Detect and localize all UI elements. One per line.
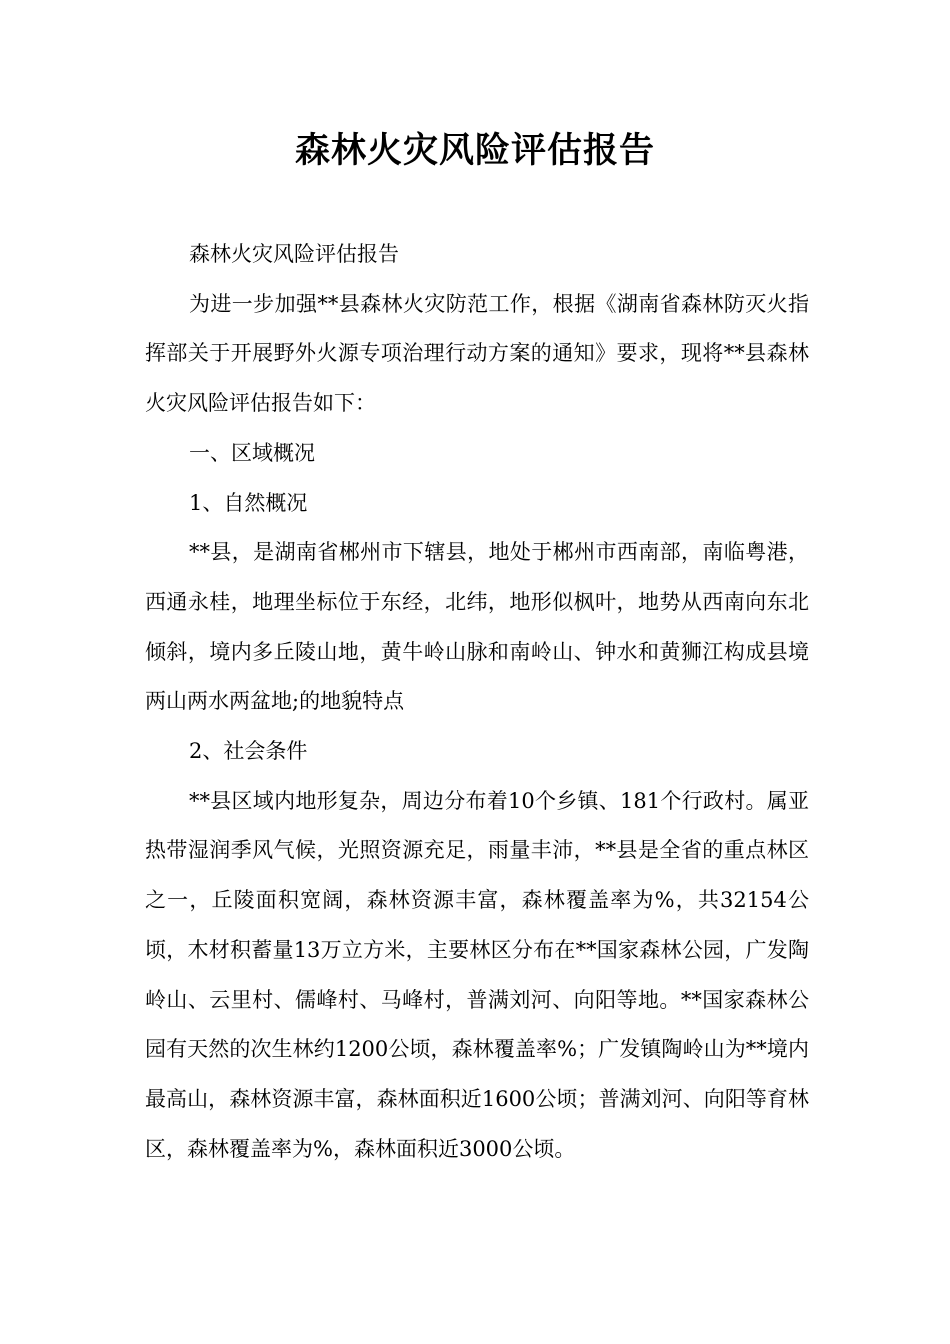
document-body <box>145 230 809 1174</box>
document-title: 森林火灾风险评估报告 <box>294 131 655 171</box>
section-heading-region-overview: 一、区域概况 <box>189 440 315 465</box>
subsection-heading-social-conditions: 2、社会条件 <box>189 739 308 764</box>
natural-overview-paragraph: **县，是湖南省郴州市下辖县，地处于郴州市西南部，南临粤港，西通永桂，地理坐标位于东经，北纬，地形似枫叶，地势从西南向东北倾斜，境内多丘陵山地，黄牛岭山脉和南岭山、钟水和黄狮江构成县境两山两水两盆地;的地貌特点 <box>145 540 809 714</box>
subtitle-paragraph: 森林火灾风险评估报告 <box>189 242 399 266</box>
social-conditions-paragraph: **县区域内地形复杂，周边分布着10个乡镇、181个行政村。属亚热带湿润季风气候，光照资源充足，雨量丰沛，**县是全省的重点林区之一，丘陵面积宽阔，森林资源丰富，森林覆盖率为%，共32154公顷，木材积蓄量13万立方米，主要林区分布在**国家森林公园，广发陶岭山、云里村、儒峰村、马峰村，普满刘河、向阳等地。**国家森林公园有天然的次生林约1200公顷，森林覆盖率%；广发镇陶岭山为**境内最高山，森林资源丰富，森林面积近1600公顷；普满刘河、向阳等育林区，森林覆盖率为%，森林面积近3000公顷。 <box>145 788 809 1161</box>
intro-paragraph: 为进一步加强**县森林火灾防范工作，根据《湖南省森林防灭火指挥部关于开展野外火源专项治理行动方案的通知》要求，现将**县森林火灾风险评估报告如下： <box>145 291 809 416</box>
subsection-heading-natural-overview: 1、自然概况 <box>189 490 308 515</box>
